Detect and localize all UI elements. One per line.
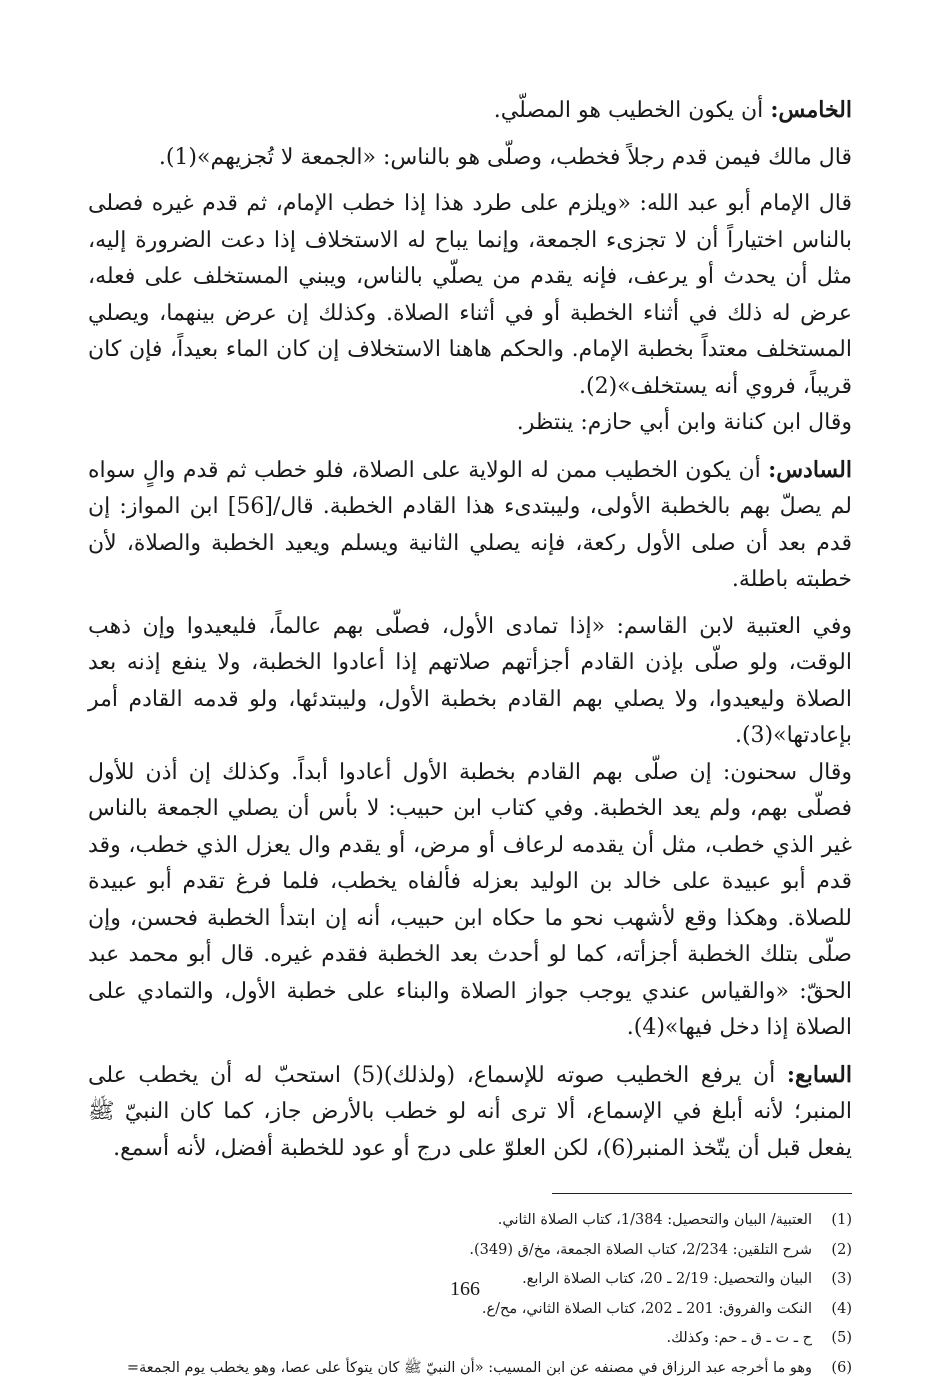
footnote-text: العتبية/ البيان والتحصيل: 1/384، كتاب الصلاة الثاني. <box>497 1212 812 1228</box>
footnote-number: (3) <box>831 1271 852 1288</box>
paragraph-line: قال الإمام أبو عبد الله: «ويلزم على طرد هذا إذا خطب الإمام، ثم قدم غيره فصلى بالناس اختياراً أن لا تجزىء الجمعة، وإنما يباح له الاستخلاف إذا دعت الضرورة إليه، مثل أن يحدث أو يرعف، فإنه يقدم من يصلّي بالناس، ويبني المستخلف على فعله، عرض له ذلك في أثناء الخطبة أو في أثناء الصلاة. وكذلك إن عرض بينهما، ويصلي المستخلف معتداً بخطبة الإمام. والحكم هاهنا الاستخلاف إن كان الماء بعيداً، فإن كان قريباً، فروي أنه يستخلف»(2). <box>88 191 852 399</box>
paragraph-line: أن يكون الخطيب هو المصلّي. <box>493 98 764 123</box>
footnote-divider <box>552 1193 852 1194</box>
footnote-text: شرح التلقين: 2/234، كتاب الصلاة الجمعة، مخ/ق (349). <box>469 1241 812 1258</box>
section-heading: الخامس: <box>770 97 852 123</box>
section-fifth <box>88 92 852 130</box>
paragraph-utbiyya <box>88 609 852 1047</box>
section-heading: السادس: <box>768 456 852 483</box>
footnote-item <box>88 1324 852 1354</box>
paragraph-line: قال مالك فيمن قدم رجلاً فخطب، وصلّى هو بالناس: «الجمعة لا تُجزيهم»(1). <box>158 144 852 170</box>
footnote-number: (6) <box>831 1359 852 1376</box>
footnote-number: (5) <box>831 1330 852 1347</box>
footnote-item <box>88 1206 852 1236</box>
section-sixth <box>88 452 852 599</box>
paragraph-line: وفي العتبية لابن القاسم: «إذا تمادى الأول، فصلّى بهم عالماً، فليعيدوا وإن ذهب الوقت، ولو صلّى بإذن القادم أجزأتهم صلاتهم إذا أعادوا الخطبة، ولا ينفع إذنه بعد الصلاة وليعيدوا، ولا يصلي بهم القادم بخطبة الأول، وليبتدئها، ولو قدمه القادم أمر بإعادتها»(3). <box>88 613 852 748</box>
paragraph-imam <box>88 186 852 442</box>
page-number: 166 <box>450 1278 480 1300</box>
section-seventh <box>88 1057 852 1168</box>
body-text <box>88 92 852 1167</box>
footnote-item <box>88 1354 852 1384</box>
footnote-text: النكت والفروق: 201 ـ 202، كتاب الصلاة الثاني، مح/ع. <box>481 1300 812 1317</box>
footnote-number: (1) <box>831 1212 852 1228</box>
footnote-text: وهو ما أخرجه عبد الرزاق في مصنفه عن ابن المسيب: «أن النبيّ ﷺ كان يتوكأ على عصا، وهو يخطب يوم الجمعة= <box>126 1359 812 1376</box>
paragraph-line: وقال ابن كنانة وابن أبي حازم: ينتظر. <box>516 410 852 435</box>
footnote-number: (4) <box>831 1300 852 1317</box>
footnote-number: (2) <box>831 1241 852 1258</box>
paragraph-line: وقال سحنون: إن صلّى بهم القادم بخطبة الأول أعادوا أبداً. وكذلك إن أذن للأول فصلّى بهم، ولم يعد الخطبة. وفي كتاب ابن حبيب: لا بأس أن يصلي الجمعة بالناس غير الذي خطب، مثل أن يقدمه لرعاف أو مرض، أو يقدم وال يعزل الذي خطب، وقد قدم أبو عبيدة على خالد بن الوليد بعزله فألفاه يخطب، فلما فرغ تقدم أبو عبيدة للصلاة. وهكذا وقع لأشهب نحو ما حكاه ابن حبيب، أنه إن ابتدأ الخطبة فحسن، وإن صلّى بتلك الخطبة أجزأته، كما لو أحدث بعد الخطبة فقدم غيره. قال أبو محمد عبد الحقّ: «والقياس عندي يوجب جواز الصلاة والبناء على خطبة الأول، والتمادي على الصلاة إذا دخل فيها»(4). <box>88 759 852 1040</box>
paragraph-line: أن يرفع الخطيب صوته للإسماع، (ولذلك)(5) استحبّ له أن يخطب على المنبر؛ لأنه أبلغ في الإسماع، ألا ترى أنه لو خطب بالأرض جاز، كما كان النبيّ ﷺ يفعل قبل أن يتّخذ المنبر(6)، لكن العلوّ على درج أو عود للخطبة أفضل، لأنه أسمع. <box>88 1062 852 1161</box>
paragraph-line: أن يكون الخطيب ممن له الولاية على الصلاة، فلو خطب ثم قدم والٍ سواه لم يصلّ بهم بالخطبة الأولى، وليبتدىء هذا القادم الخطبة. قال/[56] ابن المواز: إن قدم بعد أن صلى الأول ركعة، فإنه يصلي الثانية ويسلم ويعيد الخطبة والصلاة، لأن خطبته باطلة. <box>88 457 852 592</box>
paragraph-malik <box>88 140 852 177</box>
footnote-text: البيان والتحصيل: 2/19 ـ 20، كتاب الصلاة الرابع. <box>522 1271 812 1288</box>
footnote-text: ح ـ ت ـ ق ـ حم: وكذلك. <box>666 1330 812 1347</box>
section-heading: السابع: <box>786 1061 852 1088</box>
footnote-item <box>88 1236 852 1266</box>
